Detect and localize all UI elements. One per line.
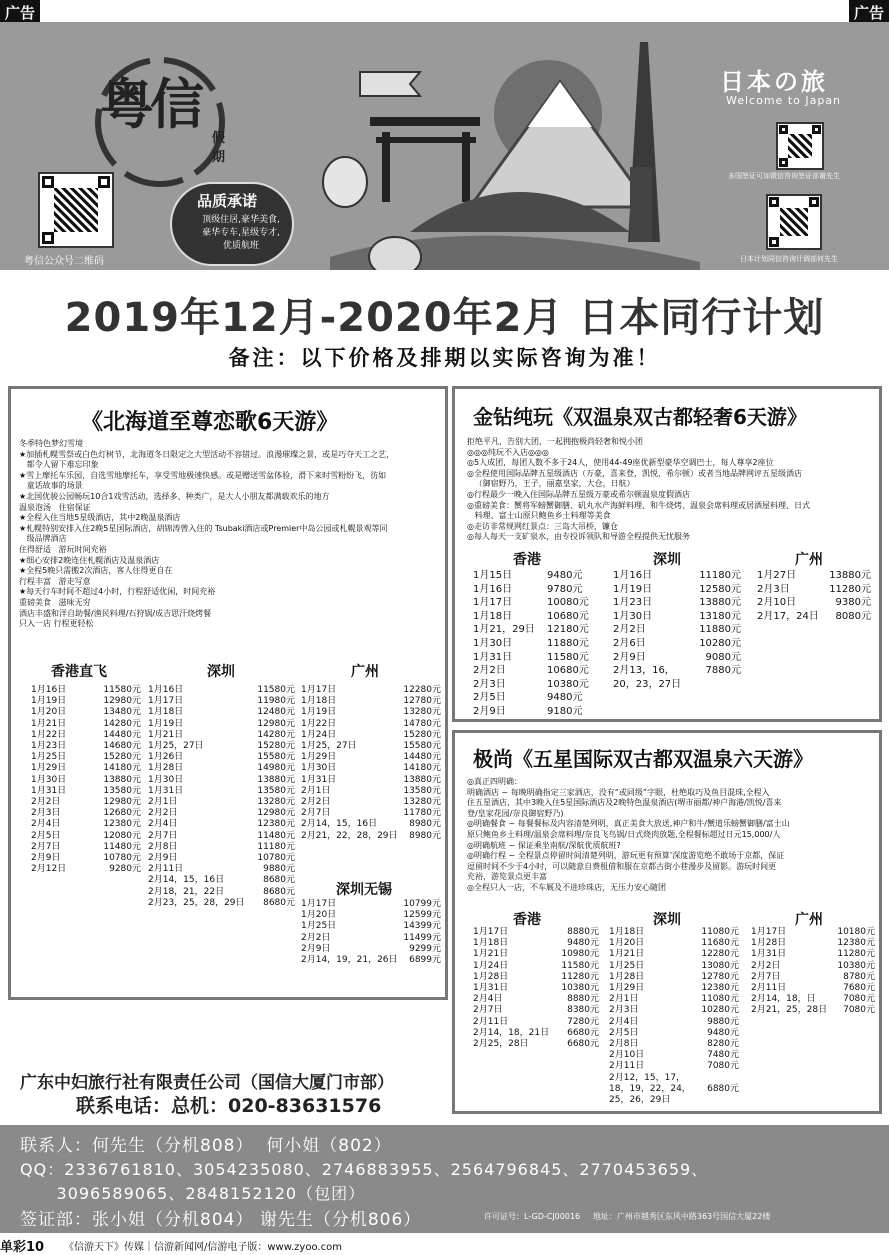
page-headline: 2019年12月-2020年2月 日本同行计划 xyxy=(64,295,825,341)
hokkaido-hk-label: 香港直飞 xyxy=(51,664,107,680)
license-address: 许可证号：L-GD-CJ00016 地址：广州市越秀区东风中路363号国信大厦22楼 xyxy=(484,1212,771,1221)
contact-persons: 联系人：何先生（分机808） 何小姐（802） xyxy=(20,1136,392,1156)
qr1-caption: 粤信公众号二维码 xyxy=(24,256,104,267)
tour-panel-five-star xyxy=(452,730,882,1114)
onsen-gz-prices: 13880元 11280元 9380元 8080元 xyxy=(829,570,871,622)
onsen-hk-label: 香港 xyxy=(513,552,541,568)
hokkaido-sz-dates: 1月16日 1月17日 1月18日 1月19日 1月21日 1月25，27日 1月26日 1月28日 1月30日 1月31日 2月1日 2月2日 2月4日 2月7日 2月8日 2月9日 2月11日 2月14，15，16日 2月18，21，22日 2月23，25，28，29日 xyxy=(148,685,245,908)
fivestar-hk-dates: 1月17日 1月18日 1月21日 1月24日 1月28日 1月31日 2月4日 2月7日 2月11日 2月14，18，21日 2月25，28日 xyxy=(473,927,550,1050)
onsen-hk-prices: 9480元 9780元 10080元 10680元 12180元 11880元 11580元 10680元 10380元 9480元 9180元 xyxy=(547,570,589,717)
qr-code-2 xyxy=(776,122,824,170)
visa-contact: 签证部：张小姐（分机804） 谢先生（分机806） xyxy=(20,1210,422,1230)
fivestar-sz-label: 深圳 xyxy=(653,912,681,928)
qq-list-2: 3096589065、2848152120（包团） xyxy=(20,1184,366,1203)
japan-title: 日本の旅 xyxy=(720,68,828,96)
japan-subtitle: Welcome to Japan xyxy=(726,94,842,107)
contact-footer xyxy=(0,1125,889,1233)
hokkaido-title: 《北海道至尊恋歌6天游》 xyxy=(81,410,339,435)
onsen-hk-dates: 1月15日 1月16日 1月17日 1月18日 1月21，29日 1月30日 1月31日 2月2日 2月3日 2月5日 2月9日 xyxy=(473,570,535,717)
company-phone: 联系电话：总机：020-83631576 xyxy=(76,1095,382,1117)
fivestar-features: ◎真正四明确： 明确酒店 ~ 每晚明确指定三家酒店，没有“或同级”字眼，杜绝取巧及鱼目混珠,全程入 住五星酒店，其中3晚入住5星国际酒店及2晚特色温泉酒店(堺市丽都/神户海港/凯悦/喜来 登/皇家花园/奈良御宿野乃) ◎明确餐食 ~ 每餐餐标及内容清楚列明，真正美食大放送,神户和牛/蟹道乐螃蟹御膳/富士山 原只鲍鱼乡土料理/温泉会席料理/奈良飞鸟锅/日式烧肉放题,全程餐标超过日元15,000/人 ◎明确航班 ~ 保证乘坐南航/深航优质航班? ◎明确行程 ~ 全程景点停留时间清楚列明，游玩更有预算’深度游览绝不敢场于京都，保证 逗留时间不少于4小时，可以随意自费租借和服在京都古街小巷漫步及留影。游玩时间更 充裕，游览景点更丰富 ◎全程只入一店，不车厩及不进珍珠店，无压力安心随团 xyxy=(467,777,790,892)
hokkaido-gz-label: 广州 xyxy=(351,664,379,680)
fivestar-hk-prices: 8880元 9480元 10980元 11580元 11280元 10380元 8880元 8380元 7280元 6680元 6680元 xyxy=(561,927,599,1050)
company-name: 广东中妇旅行社有限责任公司（国信大厦门市部） xyxy=(20,1073,394,1093)
qr2-caption: 多国签证可加微信咨询签证部谢先生 xyxy=(728,172,840,180)
banner-artwork xyxy=(0,22,889,270)
onsen-gz-dates: 1月27日 2月3日 2月10日 2月17，24日 xyxy=(757,570,819,622)
hokkaido-gz-dates: 1月17日 1月18日 1月19日 1月22日 1月24日 1月25，27日 1月29日 1月30日 1月31日 2月1日 2月2日 2月7日 2月14，15，16日 2月21，22，28，29日 xyxy=(301,685,398,841)
page-bar-text: 《信游天下》传媒｜信游新闻网/信游电子版：www.zyoo.com xyxy=(64,1242,342,1253)
onsen-gz-label: 广州 xyxy=(795,552,823,568)
fivestar-gz-dates: 1月17日 1月28日 1月31日 2月2日 2月7日 2月11日 2月14，18，日 2月21，25，28日 xyxy=(751,927,828,1016)
hokkaido-sz-prices: 11580元 11980元 12480元 12980元 14280元 15280元 15580元 14980元 13880元 13580元 13280元 12980元 12380元 11480元 11180元 10780元 9880元 8680元 8680元 8680元 xyxy=(257,685,295,908)
qr-code-1 xyxy=(38,172,114,248)
onsen-sz-dates: 1月16日 1月19日 1月23日 1月30日 2月2日 2月6日 2月9日 2月13，16， 20，23，27日 xyxy=(613,570,682,690)
hokkaido-features: 冬季特色梦幻雪境 ★加插札幌雪祭或白色灯树节，北海道冬日限定之大型活动不容错过。浪漫璀璨之景，或是巧夺天工之艺， 都令人留下难忘印象 ★雪上摩托车乐园，自选雪地摩托车，享受雪地极速快感。或是赠送雪盆体验，滑下来时雪粉纷飞，彷如 童话故事的场景 ★北国优骏公园畅玩10合1戏雪活动，选择多、种类广，是大人小朋友都满载欢乐的地方 温泉泡汤 住宿保证 ★全程入住当地5星级酒店，其中2晚温泉酒店 ★札幌特别安排入住2晚5星国际酒店，胡锦涛曾入住的 Tsubaki酒店或Premier中岛公园或札幌景观等同 级品牌酒店 住得舒适 游玩时间充裕 ★细心安排2晚连住札幌酒店及温泉酒店 ★全程5晚只需搬2次酒店，客人住得更自在 行程丰富 游走写意 ★每天行车时间不超过4小时，行程舒适优闲，时间充裕 重磅美食 滋味无穷 酒店丰盛和洋自助餐/渔民料理/石狩锅/成吉思汗烧烤餐 只入一店 行程更轻松 xyxy=(19,439,395,629)
hokkaido-gz-prices: 12280元 12780元 13280元 14780元 15280元 15580元 14480元 14180元 13880元 13580元 13280元 11780元 8980元 8980元 xyxy=(403,685,441,841)
tour-panel-hokkaido xyxy=(8,386,448,1000)
quality-text: 顶级住居,豪华美食, 豪华专车,星级专才, 优质航班 xyxy=(202,215,280,251)
onsen-sz-label: 深圳 xyxy=(653,552,681,568)
hokkaido-wx-prices: 10799元 12599元 14399元 11499元 9299元 6899元 xyxy=(403,899,441,966)
page-subheadline: 备注：以下价格及排期以实际咨询为准！ xyxy=(228,346,661,370)
quality-title: 品质承诺 xyxy=(197,192,258,210)
hokkaido-sz-label: 深圳 xyxy=(207,664,235,680)
ad-tag-right: 广告 xyxy=(849,0,889,25)
fivestar-sz-prices: 11080元 11680元 12280元 13080元 12780元 12380元 11080元 10280元 9880元 9480元 8280元 7480元 7080元 6880元 xyxy=(701,927,739,1094)
onsen-title: 金钻纯玩《双温泉双古都轻奢6天游》 xyxy=(473,405,807,429)
page-number: 单彩10 xyxy=(0,1240,45,1255)
onsen-sz-prices: 11180元 12580元 13880元 13180元 11880元 10280元 9080元 7880元 xyxy=(699,570,741,677)
fivestar-title: 极尚《五星国际双古都双温泉六天游》 xyxy=(473,747,813,771)
qr3-caption: 日本计划同信咨询计调部何先生 xyxy=(740,255,838,263)
fivestar-gz-prices: 10180元 12380元 11280元 10380元 8780元 7680元 7080元 7080元 xyxy=(837,927,875,1016)
tour-panel-double-onsen xyxy=(452,386,882,722)
onsen-features: 拒绝平凡，告别大团，一起拥抱极尚轻奢和悦小团 ◎◎◎纯玩不入店◎◎◎ ◎5人成团，每团人数不多于24人，使用44-49座优新型豪华空调巴士，每人尊享2座位 ◎全程使用国际品牌五星级酒店（万豪，喜来登，凯悦，希尔顿）或者当地品牌网评五星级酒店 （御宿野乃，王子，丽嘉皇家，大仓，日航） ◎行程最少一晚入住国际品牌五星级万豪或希尔顿温泉度假酒店 ◎重磅美食：蟹将军螃蟹御膳、矶丸水产海鲜料理、和牛烧烤、温泉会席料理或居酒屋料理、日式 料理、富士山原只鲍鱼乡土料理等美食 ◎走访非常规网红景点：三岛大吊桥，镰仓 ◎每人每天一支矿泉水，由专投诉领队和导游全程提供无忧服务 xyxy=(467,437,810,542)
fivestar-sz-dates: 1月18日 1月20日 1月21日 1月25日 1月28日 1月29日 2月1日 2月3日 2月4日 2月5日 2月8日 2月10日 2月11日 2月12，15，17， 18，19，22，24， 25，26，29日 xyxy=(609,927,691,1106)
hokkaido-hk-prices: 11580元 12980元 13480元 14280元 14480元 14680元 15280元 14180元 13880元 13580元 12980元 12680元 12380元 12080元 11480元 10780元 9280元 xyxy=(103,685,141,875)
fivestar-hk-label: 香港 xyxy=(513,912,541,928)
hokkaido-wx-dates: 1月17日 1月20日 1月25日 2月2日 2月9日 2月14，19，21，26日 xyxy=(301,899,398,966)
fivestar-gz-label: 广州 xyxy=(795,912,823,928)
hokkaido-hk-dates: 1月16日 1月19日 1月20日 1月21日 1月22日 1月23日 1月25日 1月29日 1月30日 1月31日 2月2日 2月3日 2月4日 2月5日 2月7日 2月9日 2月12日 xyxy=(31,685,67,875)
hokkaido-wx-label: 深圳无锡 xyxy=(336,882,392,898)
brand-side-1: 假 xyxy=(212,131,226,146)
qr-code-3 xyxy=(766,194,822,250)
brand-side-2: 期 xyxy=(212,150,226,165)
top-banner xyxy=(0,22,889,270)
ad-tag-left: 广告 xyxy=(0,0,40,25)
brand-logo-text: 粤信 xyxy=(100,72,200,136)
qq-list-1: QQ：2336761810、3054235080、2746883955、2564796845、2770453659、 xyxy=(20,1160,709,1179)
